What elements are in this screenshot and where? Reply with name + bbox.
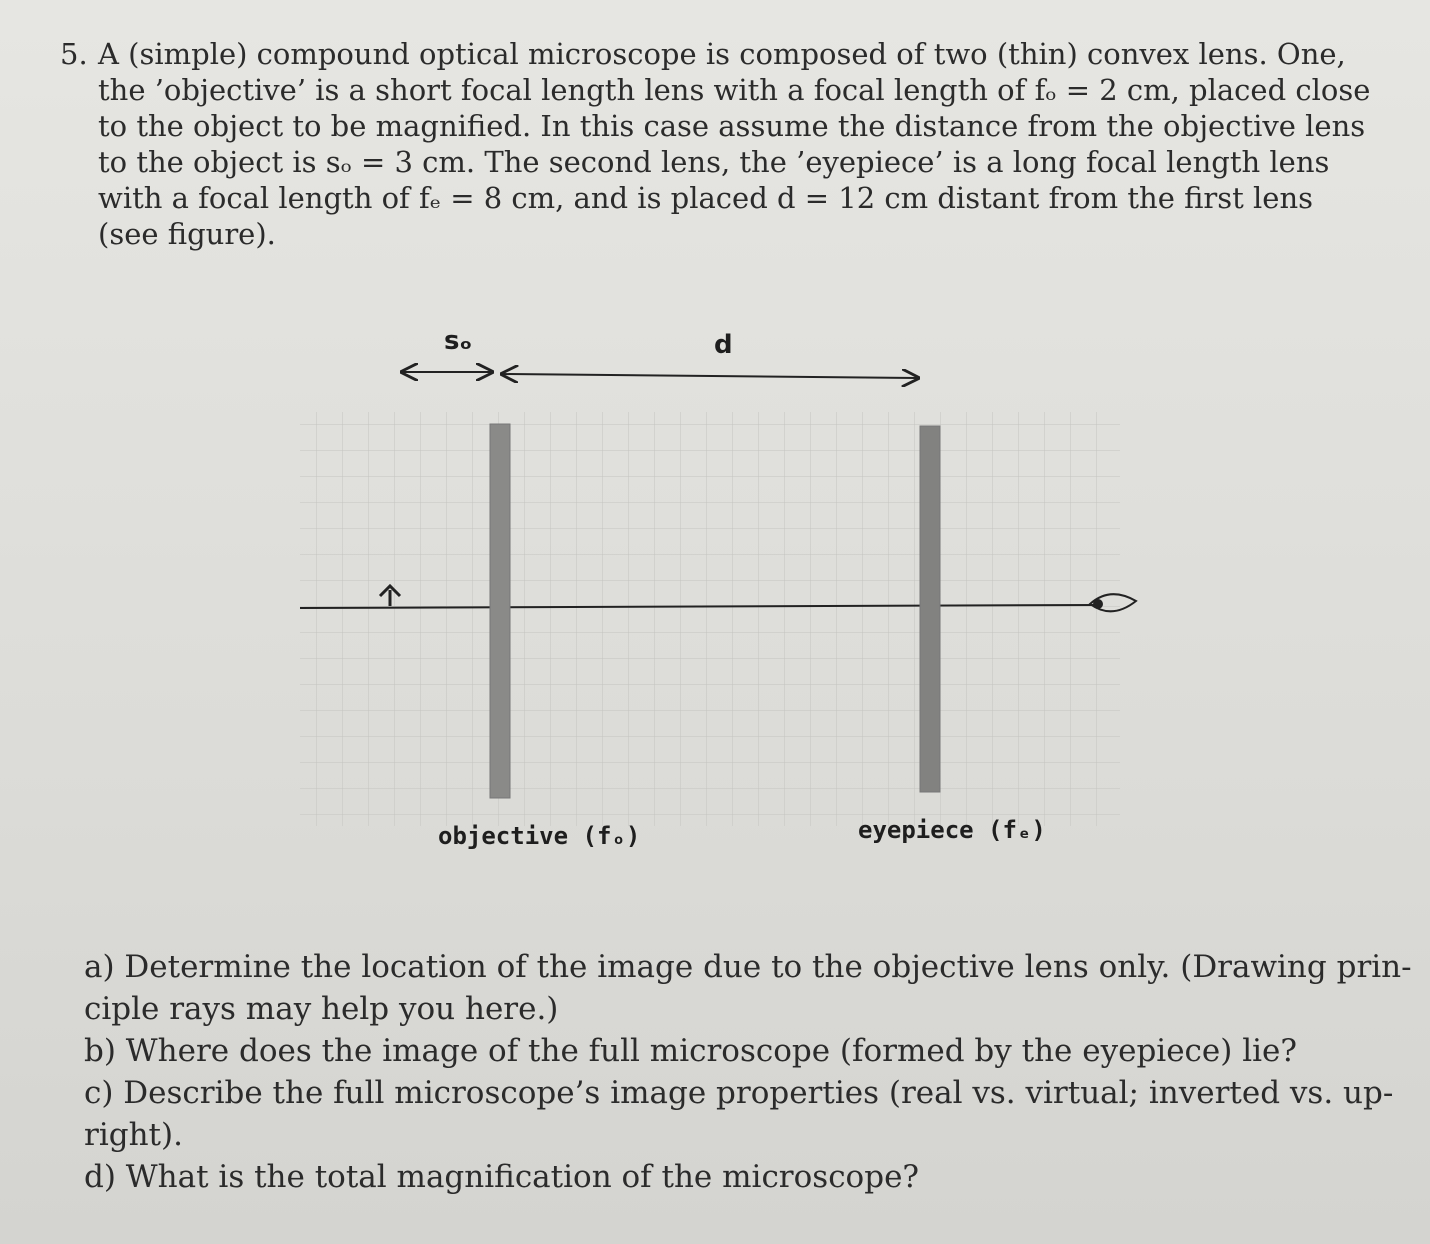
- question-line: a) Determine the location of the image due to the objective lens only. (Drawing prin-: [84, 949, 1412, 985]
- problem-statement: [60, 36, 1371, 252]
- problem-number: 5.: [60, 37, 88, 71]
- problem-line: the ’objective’ is a short focal length lens with a focal length of fₒ = 2 cm, placed close: [98, 73, 1371, 107]
- microscope-diagram: [290, 320, 1150, 880]
- eyepiece-lens: [920, 426, 940, 792]
- problem-line: to the object to be magnified. In this case assume the distance from the objective lens: [98, 109, 1366, 143]
- question-line: c) Describe the full microscope’s image properties (real vs. virtual; inverted vs. up-: [84, 1075, 1394, 1111]
- question-list: [84, 946, 1412, 1198]
- grid-background: [300, 412, 1120, 826]
- diagram-canvas: [290, 320, 1150, 880]
- problem-line: with a focal length of fₑ = 8 cm, and is placed d = 12 cm distant from the first lens: [98, 181, 1314, 215]
- objective-label: objective (fₒ): [438, 822, 641, 850]
- problem-line: to the object is sₒ = 3 cm. The second lens, the ’eyepiece’ is a long focal length lens: [98, 145, 1330, 179]
- d-dimension-arrow: [502, 374, 918, 378]
- question-line: right).: [84, 1117, 183, 1153]
- question-line: b) Where does the image of the full microscope (formed by the eyepiece) lie?: [84, 1033, 1298, 1069]
- question-line: d) What is the total magnification of the microscope?: [84, 1159, 920, 1195]
- so-label: sₒ: [444, 326, 473, 356]
- eyepiece-label: eyepiece (fₑ): [858, 816, 1046, 844]
- d-label: d: [714, 330, 733, 360]
- problem-line: A (simple) compound optical microscope is composed of two (thin) convex lens. One,: [98, 37, 1346, 71]
- question-line: ciple rays may help you here.): [84, 991, 559, 1027]
- problem-text: [98, 36, 1371, 252]
- objective-lens: [490, 424, 510, 798]
- problem-line: (see figure).: [98, 217, 276, 251]
